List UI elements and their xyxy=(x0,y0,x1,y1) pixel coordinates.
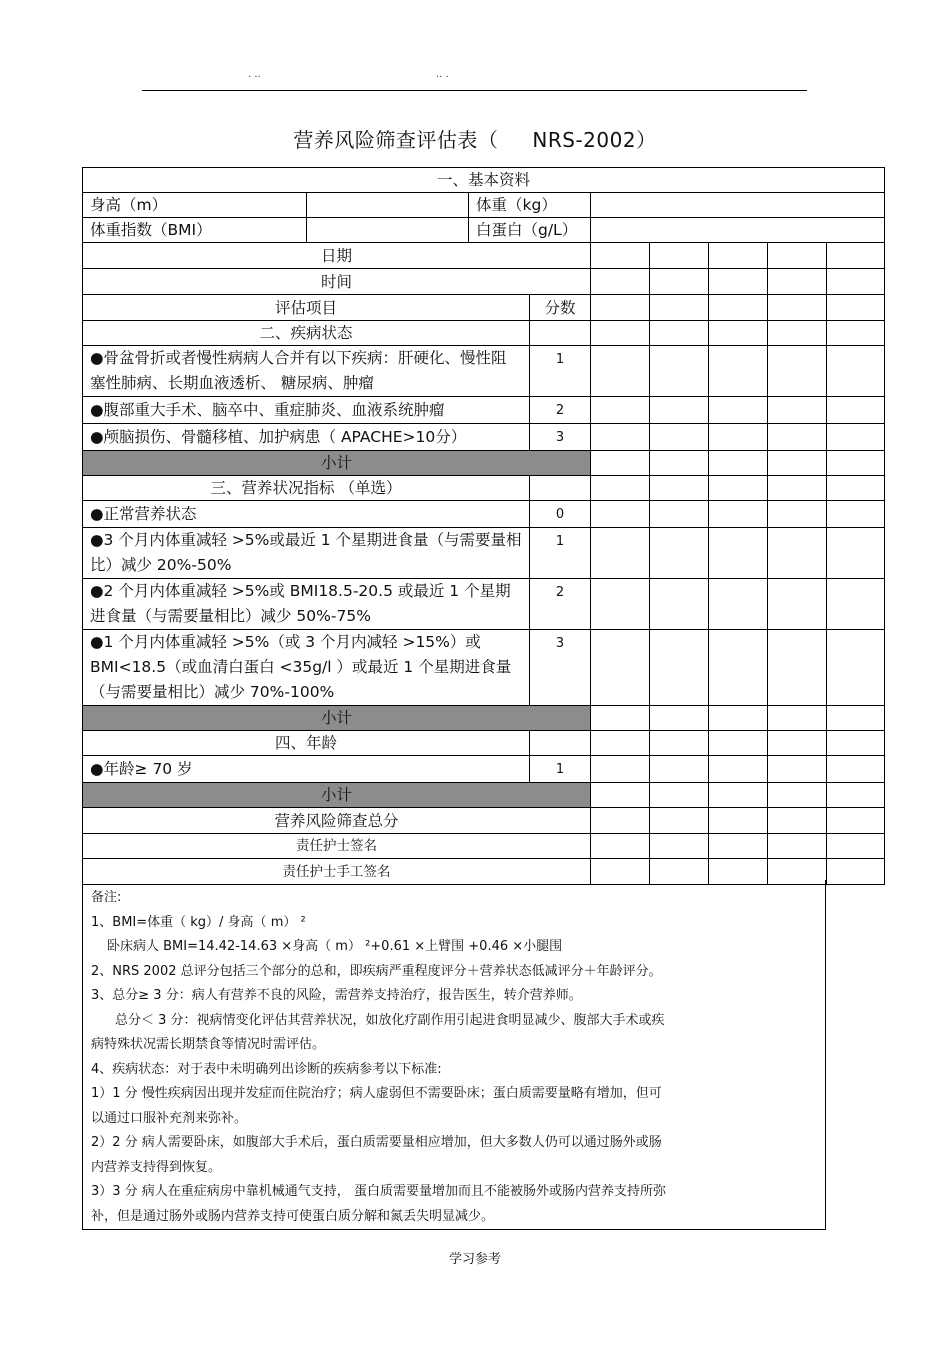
total-cell[interactable] xyxy=(827,808,885,834)
criterion-text: ●2 个月内体重减轻 >5%或 BMI18.5-20.5 或最近 1 个星期进食量（与需要量相比）减少 50%-75% xyxy=(83,579,530,630)
notes-line: 病特殊状况需长期禁食等情况时需评估。 xyxy=(91,1037,326,1052)
signature-cell[interactable] xyxy=(650,834,709,859)
score-cell[interactable] xyxy=(591,476,650,501)
signature-cell[interactable] xyxy=(709,834,768,859)
score-cell[interactable] xyxy=(709,501,768,528)
notes-line: 3）3 分 病人在重症病房中靠机械通气支持， 蛋白质需要量增加而且不能被肠外或肠内营养支持所弥 xyxy=(91,1184,666,1199)
subtotal-cell[interactable] xyxy=(827,706,885,731)
score-cell[interactable] xyxy=(591,346,650,397)
score-cell[interactable] xyxy=(709,579,768,630)
score-cell[interactable] xyxy=(827,321,885,346)
date-cell[interactable] xyxy=(709,243,768,269)
subtotal-cell[interactable] xyxy=(591,706,650,731)
criterion-text: ●腹部重大手术、脑卒中、重症肺炎、血液系统肿瘤 xyxy=(83,397,530,424)
score-cell[interactable] xyxy=(827,579,885,630)
criterion-text: ●年龄≥ 70 岁 xyxy=(83,756,530,783)
time-cell[interactable] xyxy=(650,269,709,295)
header-marks-left: · ·· xyxy=(248,72,261,83)
score-cell[interactable] xyxy=(768,630,827,706)
score-cell[interactable] xyxy=(709,321,768,346)
subtotal-nutrition: 小计 xyxy=(83,706,591,731)
notes-line: 2）2 分 病人需要卧床，如腹部大手术后，蛋白质需要量相应增加，但大多数人仍可以通过肠外或肠 xyxy=(91,1135,662,1150)
score-cell[interactable] xyxy=(650,756,709,783)
score-header: 分数 xyxy=(530,295,591,321)
notes-line: 2、NRS 2002 总评分包括三个部分的总和，即疾病严重程度评分＋营养状态低减评分＋年龄评分。 xyxy=(91,963,662,979)
time-cell[interactable] xyxy=(591,269,650,295)
score-cell[interactable] xyxy=(650,501,709,528)
signature-cell[interactable] xyxy=(827,834,885,859)
criterion-score: 1 xyxy=(530,346,591,397)
score-cell[interactable] xyxy=(709,346,768,397)
height-value-cell[interactable] xyxy=(307,193,469,218)
score-cell[interactable] xyxy=(650,397,709,424)
score-cell[interactable] xyxy=(591,528,650,579)
notes-line: 备注: xyxy=(91,890,122,905)
subtotal-cell[interactable] xyxy=(650,706,709,731)
score-cell[interactable] xyxy=(827,424,885,451)
score-cell[interactable] xyxy=(591,397,650,424)
subtotal-disease: 小计 xyxy=(83,451,591,476)
header-marks-right: ·· · xyxy=(436,72,449,83)
score-cell[interactable] xyxy=(768,501,827,528)
score-cell[interactable] xyxy=(650,579,709,630)
subtotal-cell[interactable] xyxy=(709,783,768,808)
score-cell[interactable] xyxy=(768,295,827,321)
notes-line: 4、疾病状态：对于表中未明确列出诊断的疾病参考以下标准: xyxy=(91,1061,442,1077)
score-cell[interactable] xyxy=(709,397,768,424)
score-cell[interactable] xyxy=(768,346,827,397)
score-cell[interactable] xyxy=(768,731,827,756)
criterion-text: ●颅脑损伤、骨髓移植、加护病患（ APACHE>10分） xyxy=(83,424,530,451)
header-rule xyxy=(142,90,807,91)
score-cell[interactable] xyxy=(591,295,650,321)
time-label: 时间 xyxy=(83,269,591,295)
score-cell xyxy=(530,476,591,501)
score-cell[interactable] xyxy=(650,528,709,579)
total-cell[interactable] xyxy=(591,808,650,834)
subtotal-cell[interactable] xyxy=(650,451,709,476)
notes-line: 1、BMI=体重（ kg）/ 身高（ m） ² xyxy=(91,914,306,930)
score-cell[interactable] xyxy=(650,295,709,321)
criterion-score: 2 xyxy=(530,579,591,630)
notes-section xyxy=(82,880,826,1230)
score-cell[interactable] xyxy=(827,397,885,424)
page-footer: 学习参考 xyxy=(448,1252,501,1267)
score-cell[interactable] xyxy=(709,295,768,321)
date-cell[interactable] xyxy=(768,243,827,269)
section-age: 四、年龄 xyxy=(83,731,530,756)
time-cell[interactable] xyxy=(827,269,885,295)
section-nutrition: 三、营养状况指标 （单选） xyxy=(83,476,530,501)
notes-line: 卧床病人 BMI=14.42-14.63 ×身高（ m） ²+0.61 ×上臂围 +0.46 ×小腿围 xyxy=(107,939,563,954)
score-cell[interactable] xyxy=(591,501,650,528)
criterion-score: 3 xyxy=(530,424,591,451)
subtotal-cell[interactable] xyxy=(591,783,650,808)
notes-line: 内营养支持得到恢复。 xyxy=(91,1159,222,1175)
score-cell[interactable] xyxy=(650,321,709,346)
criterion-score: 1 xyxy=(530,528,591,579)
subtotal-cell[interactable] xyxy=(827,451,885,476)
score-cell[interactable] xyxy=(709,424,768,451)
total-cell[interactable] xyxy=(768,808,827,834)
subtotal-cell[interactable] xyxy=(591,451,650,476)
score-cell[interactable] xyxy=(650,346,709,397)
height-label: 身高（m） xyxy=(83,193,307,218)
score-cell[interactable] xyxy=(827,346,885,397)
subtotal-cell[interactable] xyxy=(768,706,827,731)
signature-cell[interactable] xyxy=(827,859,885,885)
score-cell[interactable] xyxy=(650,630,709,706)
bmi-value-cell[interactable] xyxy=(307,218,469,243)
subtotal-cell[interactable] xyxy=(768,783,827,808)
score-cell[interactable] xyxy=(827,756,885,783)
criterion-score: 2 xyxy=(530,397,591,424)
date-cell[interactable] xyxy=(650,243,709,269)
score-cell[interactable] xyxy=(591,630,650,706)
score-cell[interactable] xyxy=(591,579,650,630)
score-cell[interactable] xyxy=(709,476,768,501)
notes-line: 1）1 分 慢性疾病因出现并发症而住院治疗；病人虚弱但不需要卧床；蛋白质需要量略有增加，但可 xyxy=(91,1086,662,1101)
time-cell[interactable] xyxy=(768,269,827,295)
albumin-label: 白蛋白（g/L） xyxy=(469,218,591,243)
nurse-signature-label: 责任护士签名 xyxy=(83,834,591,859)
score-cell xyxy=(530,731,591,756)
score-cell[interactable] xyxy=(768,756,827,783)
score-cell[interactable] xyxy=(591,731,650,756)
total-cell[interactable] xyxy=(709,808,768,834)
date-cell[interactable] xyxy=(827,243,885,269)
score-cell[interactable] xyxy=(768,397,827,424)
score-cell[interactable] xyxy=(827,295,885,321)
criterion-score: 3 xyxy=(530,630,591,706)
score-cell[interactable] xyxy=(827,630,885,706)
date-cell[interactable] xyxy=(591,243,650,269)
score-cell[interactable] xyxy=(650,731,709,756)
notes-line: 3、总分≥ 3 分：病人有营养不良的风险，需营养支持治疗，报告医生，转介营养师。 xyxy=(91,988,582,1003)
score-cell[interactable] xyxy=(827,476,885,501)
subtotal-cell[interactable] xyxy=(709,706,768,731)
page-title xyxy=(0,124,950,153)
section-basic-info: 一、基本资料 xyxy=(83,168,885,193)
score-cell[interactable] xyxy=(709,756,768,783)
score-cell[interactable] xyxy=(650,476,709,501)
total-cell[interactable] xyxy=(650,808,709,834)
title-main: 营养风险筛查评估表（ xyxy=(293,128,499,152)
time-cell[interactable] xyxy=(709,269,768,295)
section-disease: 二、疾病状态 xyxy=(83,321,530,346)
albumin-value-cell[interactable] xyxy=(591,218,885,243)
weight-label: 体重（kg） xyxy=(469,193,591,218)
criterion-text: ●1 个月内体重减轻 >5%（或 3 个月内减轻 >15%）或 BMI<18.5（或血清白蛋白 <35g/l ）或最近 1 个星期进食量（与需要量相比）减少 70%-100% xyxy=(83,630,530,706)
criterion-text: ●3 个月内体重减轻 >5%或最近 1 个星期进食量（与需要量相比）减少 20%-50% xyxy=(83,528,530,579)
criterion-score: 0 xyxy=(530,501,591,528)
score-cell[interactable] xyxy=(827,528,885,579)
score-cell xyxy=(530,321,591,346)
score-cell[interactable] xyxy=(591,321,650,346)
subtotal-age: 小计 xyxy=(83,783,591,808)
notes-line: 以通过口服补充剂来弥补。 xyxy=(91,1110,248,1126)
score-cell[interactable] xyxy=(827,731,885,756)
notes-line: 补，但是通过肠外或肠内营养支持可使蛋白质分解和氮丢失明显减少。 xyxy=(91,1208,495,1224)
bmi-label: 体重指数（BMI） xyxy=(83,218,307,243)
criterion-text: ●骨盆骨折或者慢性病病人合并有以下疾病：肝硬化、慢性阻塞性肺病、长期血液透析、 糖尿病、肿瘤 xyxy=(83,346,530,397)
score-cell[interactable] xyxy=(827,501,885,528)
score-cell[interactable] xyxy=(709,630,768,706)
item-header: 评估项目 xyxy=(83,295,530,321)
score-cell[interactable] xyxy=(709,731,768,756)
score-cell[interactable] xyxy=(591,756,650,783)
nurse-handwritten-signature-label: 责任护士手工签名 xyxy=(83,859,591,885)
title-code: NRS-2002） xyxy=(532,128,657,152)
weight-value-cell[interactable] xyxy=(591,193,885,218)
score-cell[interactable] xyxy=(709,528,768,579)
subtotal-cell[interactable] xyxy=(827,783,885,808)
nrs-form-table xyxy=(82,167,885,885)
subtotal-cell[interactable] xyxy=(709,451,768,476)
criterion-score: 1 xyxy=(530,756,591,783)
notes-line: 总分＜ 3 分：视病情变化评估其营养状况，如放化疗副作用引起进食明显减少、腹部大手术或疾 xyxy=(115,1012,665,1028)
signature-cell[interactable] xyxy=(768,834,827,859)
score-cell[interactable] xyxy=(768,528,827,579)
score-cell[interactable] xyxy=(591,424,650,451)
score-cell[interactable] xyxy=(768,424,827,451)
total-score-label: 营养风险筛查总分 xyxy=(83,808,591,834)
subtotal-cell[interactable] xyxy=(768,451,827,476)
criterion-text: ●正常营养状态 xyxy=(83,501,530,528)
score-cell[interactable] xyxy=(768,476,827,501)
signature-cell[interactable] xyxy=(591,834,650,859)
date-label: 日期 xyxy=(83,243,591,269)
score-cell[interactable] xyxy=(650,424,709,451)
score-cell[interactable] xyxy=(768,321,827,346)
score-cell[interactable] xyxy=(768,579,827,630)
subtotal-cell[interactable] xyxy=(650,783,709,808)
